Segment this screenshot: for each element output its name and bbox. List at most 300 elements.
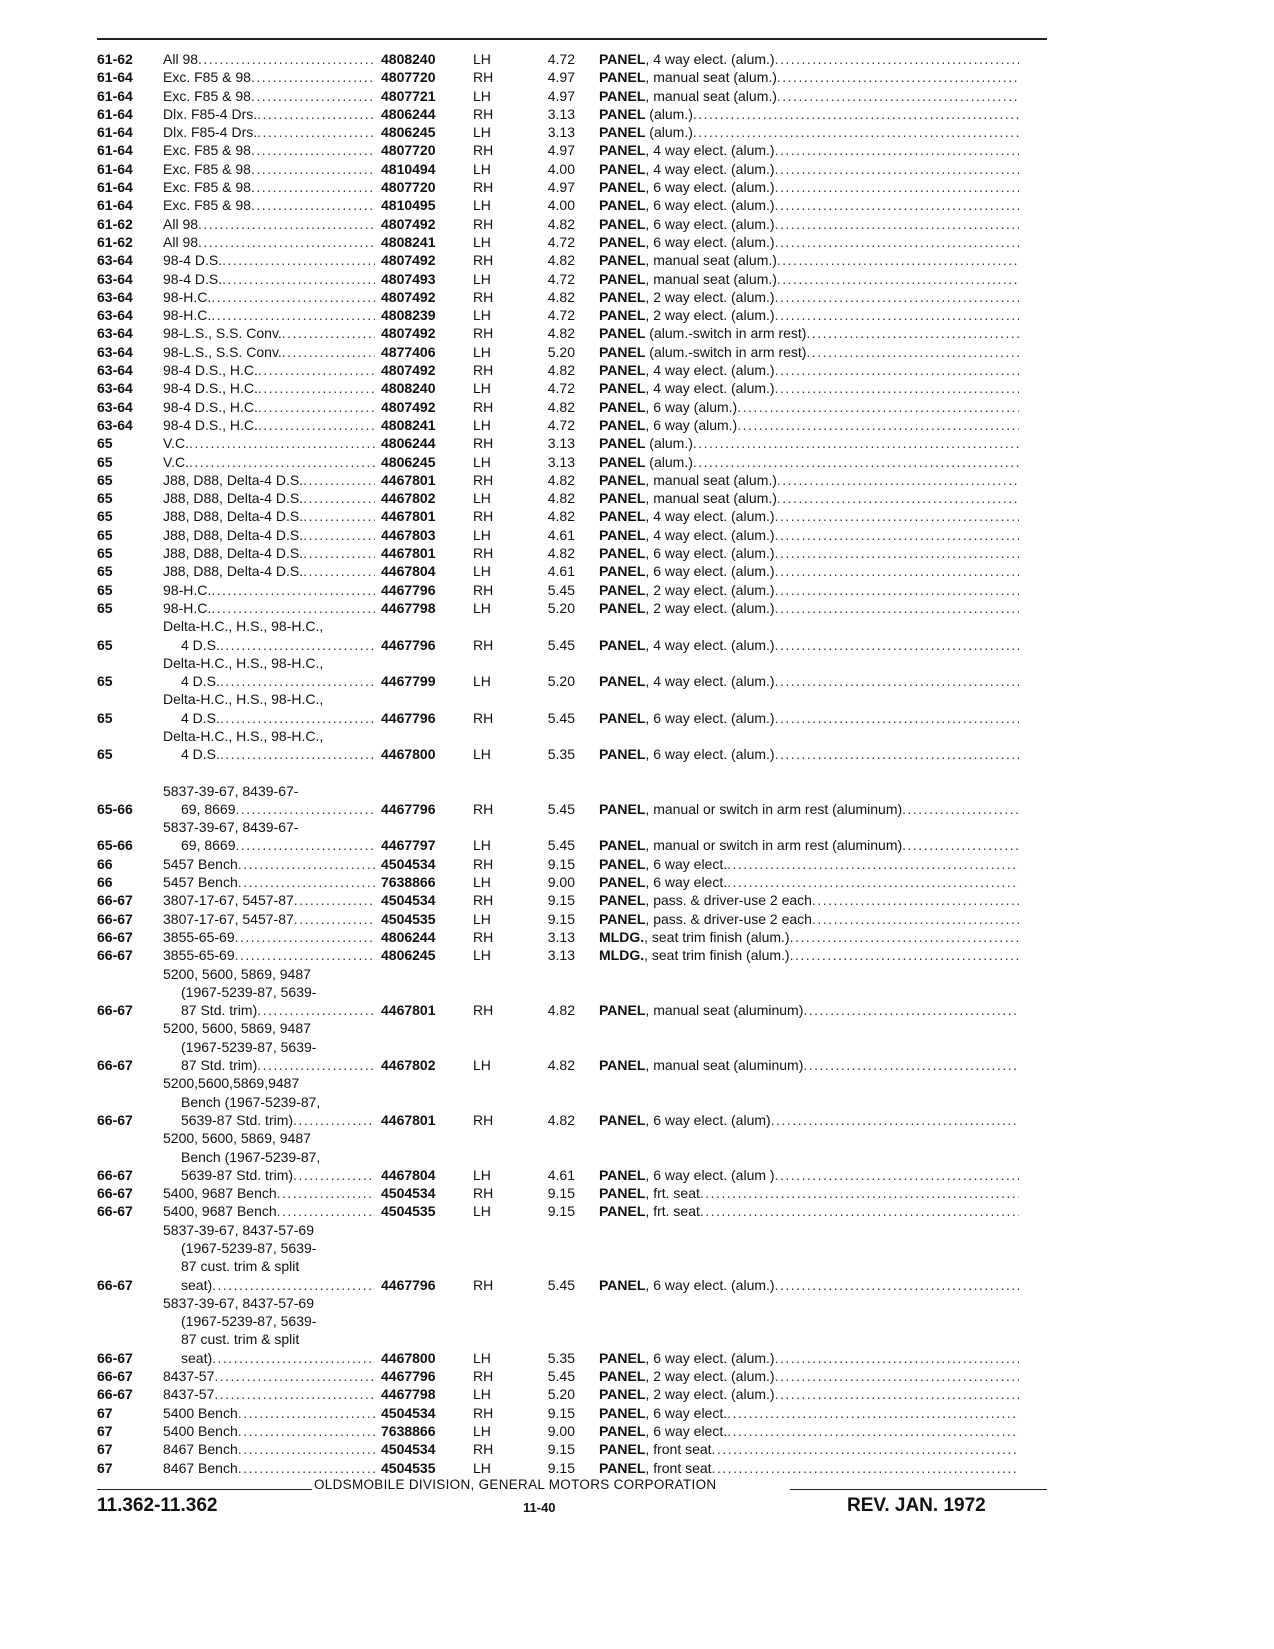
row-model [163,599,375,617]
row-price: 4.72 [547,270,575,287]
table-row [97,727,1057,764]
row-side: RH [473,1368,494,1385]
row-model [163,160,375,178]
row-side: RH [473,398,494,415]
row-description [599,471,1019,489]
row-model [163,727,375,764]
row-price: 3.13 [547,105,575,122]
row-part-number: 4504535 [381,1203,436,1220]
row-part-number: 4808241 [381,416,436,433]
table-row [97,855,1057,873]
row-year: 67 [97,1441,113,1458]
row-model [163,306,375,324]
row-year: 66-67 [97,1057,133,1074]
leader-dots [712,1440,1019,1458]
row-year: 66-67 [97,947,133,964]
row-model-line: 3807-17-67, 5457-87 [163,910,294,927]
row-model [163,1404,375,1422]
row-model [163,1074,375,1129]
table-row [97,873,1057,891]
leader-dots [236,836,376,854]
row-model [163,324,375,342]
row-price: 9.15 [547,1441,575,1458]
row-side: RH [473,581,494,598]
row-part-number: 4467801 [381,471,436,488]
row-model-line: 5200, 5600, 5869, 9487 [163,1130,311,1147]
row-model-line: 98-H.C. [163,581,212,598]
row-part-name: PANEL [599,1111,646,1128]
leader-dots [775,141,1019,159]
row-part-number: 4807492 [381,398,436,415]
row-model-line: 5457 Bench [163,874,238,891]
row-part-number: 4504534 [381,855,436,872]
row-part-name: PANEL [599,233,646,250]
row-year: 65-66 [97,837,133,854]
leader-dots [812,891,1019,909]
row-part-name: PANEL [599,435,646,452]
row-part-detail: (alum.-switch in arm rest) [645,325,807,342]
row-part-detail: (alum.) [645,435,693,452]
row-side: RH [473,105,494,122]
row-model-line: V.C. [163,453,189,470]
row-model [163,855,375,873]
row-price: 9.15 [547,892,575,909]
table-row [97,233,1057,251]
row-year: 66-67 [97,1002,133,1019]
row-model [163,87,375,105]
row-model-line: Delta-H.C., H.S., 98-H.C., [163,727,324,744]
row-part-name: PANEL [599,270,646,287]
row-model-line: 69, 8669 [181,837,236,854]
row-part-number: 4467801 [381,545,436,562]
table-row [97,581,1057,599]
row-model-line: 5200, 5600, 5869, 9487 [163,965,311,982]
row-model [163,123,375,141]
table-row [97,270,1057,288]
row-part-number: 4807721 [381,87,436,104]
row-part-name: PANEL [599,307,646,324]
row-model [163,544,375,562]
row-part-detail: , 2 way elect. (alum.) [645,599,775,616]
row-year: 63-64 [97,380,133,397]
row-model [163,288,375,306]
row-model [163,434,375,452]
row-part-name: PANEL [599,288,646,305]
row-model-line: 5639-87 Std. trim) [181,1166,294,1183]
row-model [163,946,375,964]
leader-dots [258,379,375,397]
row-description [599,928,1019,946]
leader-dots [693,434,1019,452]
leader-dots [258,416,375,434]
row-part-name: PANEL [599,1349,646,1366]
row-part-name: PANEL [599,746,646,763]
row-year: 65 [97,636,113,653]
table-row [97,526,1057,544]
row-price: 5.45 [547,1368,575,1385]
row-part-name: PANEL [599,1185,646,1202]
row-description [599,507,1019,525]
row-description [599,68,1019,86]
row-side: RH [473,1185,494,1202]
row-side: LH [473,1422,491,1439]
row-side: RH [473,142,494,159]
row-part-detail: , 6 way elect. (alum ) [645,1166,775,1183]
table-row [97,1221,1057,1294]
row-year: 66-67 [97,892,133,909]
leader-dots [238,1440,375,1458]
row-part-name: PANEL [599,325,646,342]
row-year: 61-62 [97,233,133,250]
row-part-name: PANEL [599,197,646,214]
row-model-line: 69, 8669 [181,800,236,817]
row-description [599,1166,1019,1184]
row-price: 4.97 [547,69,575,86]
footer-division: OLDSMOBILE DIVISION, GENERAL MOTORS CORPORATION [314,1477,717,1492]
row-description [599,398,1019,416]
row-year: 63-64 [97,307,133,324]
row-model-line: 87 Std. trim) [181,1002,258,1019]
row-side: LH [473,910,491,927]
row-description [599,873,1019,891]
row-side: LH [473,160,491,177]
leader-dots [214,1385,375,1403]
leader-dots [235,928,375,946]
table-row [97,1294,1057,1367]
row-year: 66-67 [97,1111,133,1128]
leader-dots [700,1202,1019,1220]
row-part-name: PANEL [599,105,646,122]
row-model-line: 5200,5600,5869,9487 [163,1075,300,1092]
row-model-line: Bench (1967-5239-87, [181,1093,321,1110]
leader-dots [251,160,375,178]
row-part-name: PANEL [599,545,646,562]
row-model-line: Delta-H.C., H.S., 98-H.C., [163,618,324,635]
leader-dots [775,526,1019,544]
row-side: LH [473,51,491,67]
row-description [599,1404,1019,1422]
row-year: 61-64 [97,179,133,196]
row-part-number: 4467802 [381,1057,436,1074]
leader-dots [806,324,1019,342]
row-model [163,1440,375,1458]
leader-dots [775,233,1019,251]
table-row [97,1385,1057,1403]
leader-dots [220,709,375,727]
leader-dots [771,1111,1019,1129]
table-row [97,398,1057,416]
row-price: 4.97 [547,179,575,196]
leader-dots [238,873,375,891]
row-description [599,946,1019,964]
row-part-number: 4807492 [381,362,436,379]
leader-dots [790,946,1019,964]
row-price: 4.82 [547,1057,575,1074]
row-description [599,196,1019,214]
row-part-detail: , front seat [645,1459,712,1476]
row-part-detail: , 6 way elect. (alum.) [645,1276,775,1293]
row-year: 66-67 [97,1386,133,1403]
row-model [163,68,375,86]
row-part-name: PANEL [599,508,646,525]
row-part-detail: , 6 way elect. [645,874,728,891]
row-model-line: 5457 Bench [163,855,238,872]
row-model [163,617,375,654]
row-part-detail: , 6 way elect. (alum.) [645,545,775,562]
leader-dots [727,1404,1019,1422]
row-price: 3.13 [547,928,575,945]
row-model-line: 98-4 D.S. [163,252,223,269]
row-model-line: J88, D88, Delta-4 D.S. [163,471,304,488]
table-row [97,818,1057,855]
row-part-name: PANEL [599,1203,646,1220]
row-part-detail: , frt. seat [645,1185,700,1202]
leader-dots [238,1459,375,1477]
row-year: 66-67 [97,1349,133,1366]
row-model [163,526,375,544]
row-part-detail: , manual seat (alum.) [645,490,777,507]
row-part-number: 4810495 [381,197,436,214]
row-description [599,709,1019,727]
row-model [163,581,375,599]
row-description [599,599,1019,617]
row-part-number: 7638866 [381,874,436,891]
row-part-detail: , manual seat (alum.) [645,270,777,287]
row-part-detail: , 6 way (alum.) [645,398,738,415]
row-description [599,855,1019,873]
row-price: 4.82 [547,215,575,232]
row-side: RH [473,892,494,909]
row-year: 66-67 [97,1185,133,1202]
row-side: RH [473,545,494,562]
row-part-name: PANEL [599,581,646,598]
row-part-name: PANEL [599,87,646,104]
row-part-detail: , 4 way elect. (alum.) [645,142,775,159]
row-description [599,453,1019,471]
row-model [163,50,375,68]
row-model-line: 98-H.C. [163,288,212,305]
row-year: 65 [97,471,113,488]
row-description [599,361,1019,379]
row-part-number: 4808240 [381,51,436,67]
row-description [599,87,1019,105]
row-price: 4.82 [547,490,575,507]
leader-dots [775,306,1019,324]
row-description [599,544,1019,562]
row-part-detail: , 4 way elect. (alum.) [645,673,775,690]
leader-dots [294,910,375,928]
row-model-line: 8467 Bench [163,1459,238,1476]
row-year: 66-67 [97,910,133,927]
table-row [97,434,1057,452]
row-price: 9.00 [547,1422,575,1439]
row-part-number: 4504535 [381,910,436,927]
row-price: 3.13 [547,453,575,470]
row-model-line: Exc. F85 & 98 [163,142,251,159]
table-row [97,910,1057,928]
row-model [163,270,375,288]
row-model-line: Exc. F85 & 98 [163,87,251,104]
row-model-line: 98-H.C. [163,599,212,616]
row-part-name: PANEL [599,1386,646,1403]
row-year: 65 [97,435,113,452]
row-part-detail: , pass. & driver-use 2 each [645,892,812,909]
leader-dots [277,1184,375,1202]
row-model [163,105,375,123]
row-part-name: MLDG. [599,928,645,945]
row-year: 61-62 [97,215,133,232]
table-row [97,946,1057,964]
row-price: 4.00 [547,197,575,214]
row-year: 65 [97,581,113,598]
row-price: 5.20 [547,673,575,690]
row-model-line: 98-L.S., S.S. Conv. [163,325,282,342]
table-row [97,416,1057,434]
row-part-name: PANEL [599,69,646,86]
table-row [97,1019,1057,1074]
row-price: 4.72 [547,416,575,433]
row-part-detail: , 4 way elect. (alum.) [645,380,775,397]
table-row [97,68,1057,86]
row-side: RH [473,636,494,653]
row-part-detail: , 6 way elect. (alum.) [645,197,775,214]
row-part-name: PANEL [599,215,646,232]
leader-dots [700,1184,1019,1202]
row-part-number: 4808239 [381,307,436,324]
row-price: 5.45 [547,636,575,653]
row-gap [97,764,1057,782]
row-side: LH [473,307,491,324]
row-part-name: PANEL [599,837,646,854]
leader-dots [777,471,1019,489]
row-side: LH [473,746,491,763]
row-description [599,1202,1019,1220]
leader-dots [303,544,375,562]
table-row [97,343,1057,361]
row-model-line: Dlx. F85-4 Drs. [163,124,258,141]
row-part-detail: (alum.-switch in arm rest) [645,343,807,360]
row-price: 4.82 [547,1002,575,1019]
row-side: RH [473,1404,494,1421]
leader-dots [257,123,375,141]
row-side: RH [473,928,494,945]
row-part-detail: , 4 way elect. (alum.) [645,636,775,653]
row-model-line: 98-4 D.S., H.C. [163,398,258,415]
row-description [599,434,1019,452]
row-year: 65 [97,746,113,763]
row-description [599,50,1019,68]
row-side: RH [473,325,494,342]
leader-dots [212,1276,375,1294]
leader-dots [775,581,1019,599]
leader-dots [303,471,375,489]
row-part-detail: , 6 way elect. [645,1404,728,1421]
footer-rule-left [97,1489,312,1490]
row-part-name: PANEL [599,892,646,909]
row-model-line: 87 cust. trim & split [181,1258,300,1275]
row-price: 3.13 [547,124,575,141]
row-price: 4.61 [547,563,575,580]
leader-dots [303,526,375,544]
row-model-line: (1967-5239-87, 5639- [181,1240,317,1256]
row-model-line: Delta-H.C., H.S., 98-H.C., [163,654,324,671]
row-model [163,965,375,1020]
leader-dots [775,507,1019,525]
leader-dots [293,1166,375,1184]
row-model [163,873,375,891]
row-part-number: 4467798 [381,1386,436,1403]
leader-dots [775,215,1019,233]
row-part-name: PANEL [599,1057,646,1074]
row-model-line: 98-4 D.S., H.C. [163,416,258,433]
row-part-detail: , 2 way elect. (alum.) [645,288,775,305]
row-description [599,489,1019,507]
row-side: RH [473,215,494,232]
row-part-name: PANEL [599,910,646,927]
row-part-detail: , 6 way elect. (alum.) [645,215,775,232]
row-model [163,1129,375,1184]
row-side: RH [473,435,494,452]
row-part-number: 4467796 [381,581,436,598]
leader-dots [251,87,375,105]
row-year: 66 [97,855,113,872]
row-price: 4.82 [547,1111,575,1128]
leader-dots [222,270,375,288]
row-part-detail: , 6 way elect. (alum.) [645,563,775,580]
row-side: LH [473,599,491,616]
row-model-line: 5400, 9687 Bench [163,1185,277,1202]
row-model-line: 5639-87 Std. trim) [181,1111,294,1128]
row-part-number: 4467804 [381,1166,436,1183]
row-model-line: 87 cust. trim & split [181,1331,300,1348]
row-year: 65 [97,599,113,616]
row-model-line: All 98 [163,215,199,232]
leader-dots [812,910,1019,928]
row-part-detail: , 2 way elect. (alum.) [645,581,775,598]
row-model-line: 8437-57 [163,1368,215,1385]
row-model-line: 5837-39-67, 8437-57-69 [163,1221,315,1238]
row-description [599,1367,1019,1385]
row-model-line: J88, D88, Delta-4 D.S. [163,545,304,562]
leader-dots [790,928,1019,946]
row-part-number: 4467804 [381,563,436,580]
row-model-line: Exc. F85 & 98 [163,179,251,196]
row-side: LH [473,1203,491,1220]
row-model [163,379,375,397]
table-row [97,617,1057,654]
leader-dots [775,178,1019,196]
row-part-name: PANEL [599,855,646,872]
row-description [599,1276,1019,1294]
row-side: LH [473,490,491,507]
row-part-detail: , 4 way elect. (alum.) [645,51,775,67]
row-part-number: 4810494 [381,160,436,177]
row-part-detail: , seat trim finish (alum.) [644,947,790,964]
row-model [163,654,375,691]
table-row [97,288,1057,306]
row-price: 5.35 [547,1349,575,1366]
row-price: 9.15 [547,1404,575,1421]
leader-dots [293,1111,375,1129]
row-part-number: 4807720 [381,69,436,86]
row-part-number: 4504534 [381,1404,436,1421]
table-row [97,1404,1057,1422]
row-part-detail: , 4 way elect. (alum.) [645,160,775,177]
row-model-line: 98-4 D.S., H.C. [163,362,258,379]
row-part-number: 4467796 [381,1368,436,1385]
row-part-detail: , 2 way elect. (alum.) [645,307,775,324]
leader-dots [775,544,1019,562]
